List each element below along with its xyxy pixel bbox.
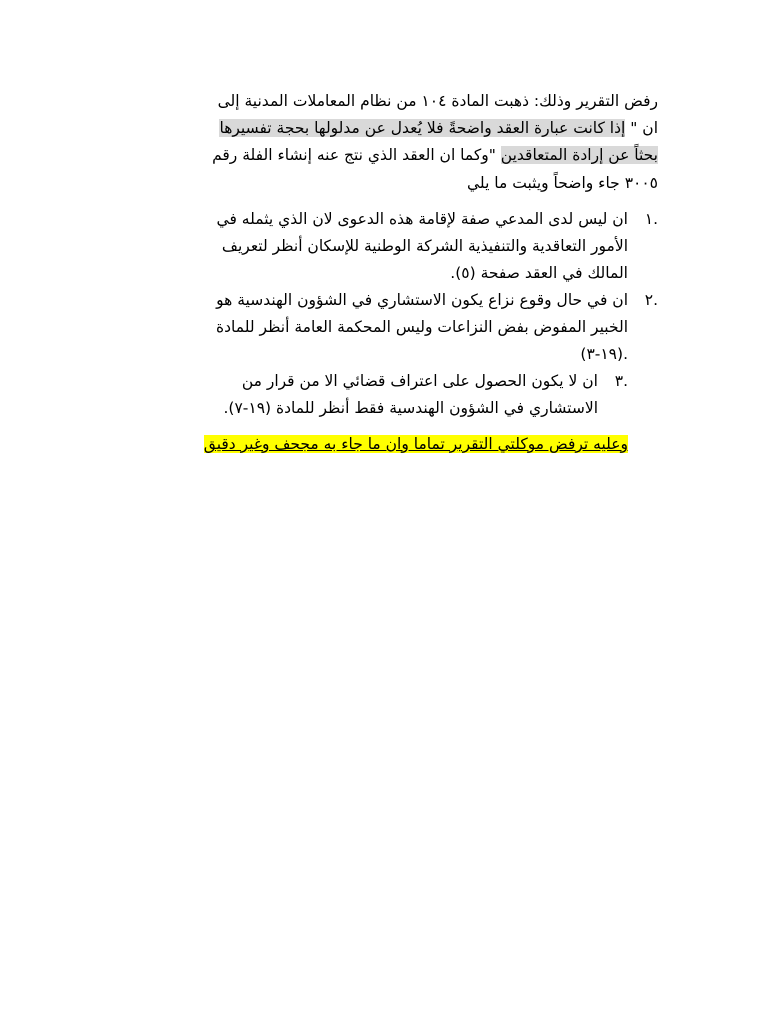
conclusion-text: وعليه ترفض موكلتي التقرير تماما وان ما جاء به مجحف وغير دقيق [203, 435, 628, 453]
list-item-1-line-1 [217, 208, 628, 232]
paragraph-line-2 [219, 117, 658, 141]
list-item-3-line-2-text: الاستشاري في الشؤون الهندسية فقط أنظر للمادة (١٩-٧). [223, 399, 598, 417]
list-item-2-line-2-text: الخبير المفوض بفض النزاعات وليس المحكمة العامة أنظر للمادة [216, 318, 628, 336]
paragraph-line-1-text: رفض التقرير وذلك: ذهبت المادة ١٠٤ من نظام المعاملات المدنية إلى [217, 92, 658, 110]
highlighted-quote-part-1: إذا كانت عبارة العقد واضحةً فلا يُعدل عن مدلولها بحجة تفسيرها [219, 119, 626, 137]
list-item-2-line-1-text: ان في حال وقوع نزاع يكون الاستشاري في الشؤون الهندسية هو [216, 291, 628, 309]
paragraph-line-3-text: "وكما ان العقد الذي نتج عنه إنشاء الفلة رقم [212, 146, 496, 164]
list-number-2: .٢ [644, 291, 658, 309]
paragraph-line-4-text: ٣٠٠٥ جاء واضحاً ويثبت ما يلي [467, 174, 658, 192]
list-item-3-line-1-text: ان لا يكون الحصول على اعتراف قضائي الا من قرار من [241, 372, 598, 390]
conclusion-line [204, 433, 628, 457]
paragraph-line-1 [218, 90, 658, 114]
list-item-1-line-1-text: ان ليس لدى المدعي صفة لإقامة هذه الدعوى لان الذي يثمله في [216, 210, 628, 228]
paragraph-line-3 [212, 144, 658, 168]
list-item-1-line-2 [222, 235, 628, 259]
list-number-1: .١ [644, 210, 658, 228]
list-item-2-line-2 [216, 316, 628, 340]
list-item-3-line-2 [223, 397, 598, 421]
list-item-1-line-2-text: الأمور التعاقدية والتنفيذية الشركة الوطنية للإسكان أنظر لتعريف [221, 237, 628, 255]
list-item-2-line-3-text: (١٩-٣). [580, 345, 628, 363]
list-number-3: .٣ [614, 372, 628, 390]
list-item-2-line-1 [216, 289, 628, 313]
list-item-1-line-3 [450, 262, 628, 286]
list-item-1-line-3-text: المالك في العقد صفحة (٥). [450, 264, 628, 282]
highlighted-quote-part-2: بحثاً عن إرادة المتعاقدين [500, 146, 658, 164]
quote-open-text: ان " [630, 119, 658, 137]
list-item-3-line-1 [242, 370, 598, 394]
paragraph-line-4 [467, 172, 658, 196]
list-item-2-line-3 [580, 343, 628, 367]
